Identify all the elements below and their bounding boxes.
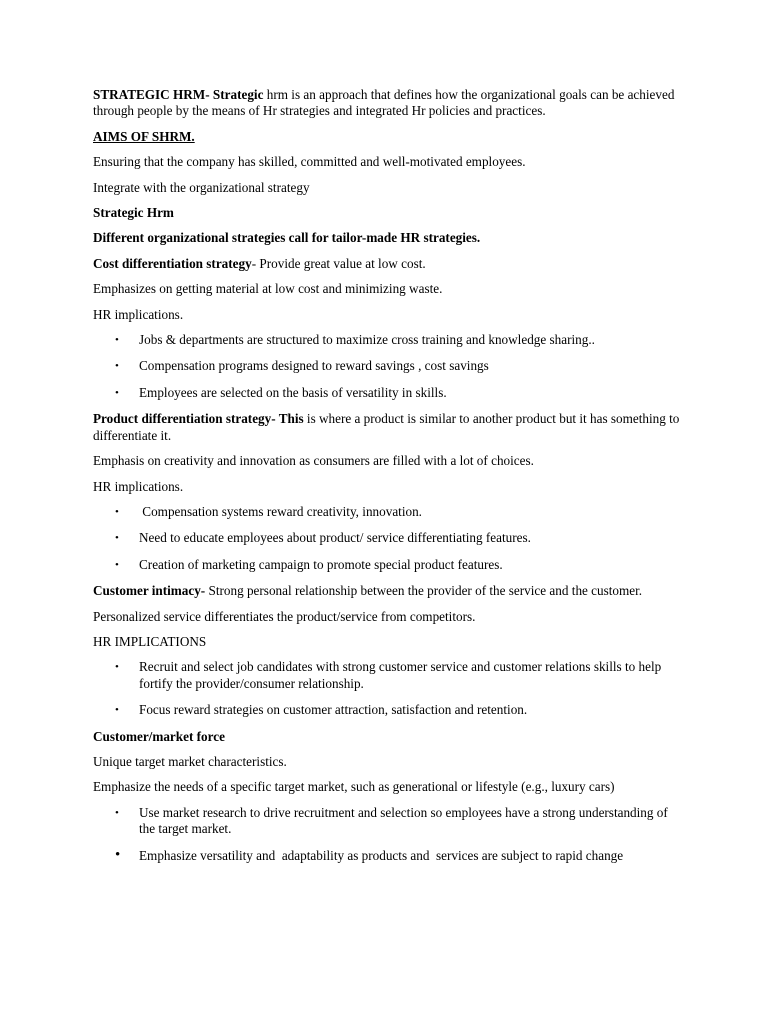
- list-item: [93, 557, 683, 573]
- cost-hr-label: HR implications.: [93, 306, 184, 322]
- customer-intimacy-term: Customer intimacy-: [93, 583, 206, 599]
- market-line-1: Unique target market characteristics.: [93, 753, 287, 769]
- list-item: [93, 530, 683, 546]
- bullet-icon: •: [115, 334, 119, 347]
- list-item: [93, 805, 683, 838]
- list-item-text: Compensation systems reward creativity, innovation.: [139, 503, 422, 519]
- product-bullet-list: [93, 504, 683, 573]
- list-item-text: Focus reward strategies on customer attraction, satisfaction and retention.: [139, 702, 528, 718]
- cost-emphasis: Emphasizes on getting material at low cost and minimizing waste.: [93, 281, 443, 297]
- aims-heading: AIMS OF SHRM.: [93, 128, 195, 144]
- market-line-2: Emphasize the needs of a specific target market, such as generational or lifestyle (e.g., luxury cars): [93, 779, 615, 795]
- intro-term: STRATEGIC HRM- Strategic: [93, 87, 264, 102]
- bullet-icon: •: [115, 558, 119, 571]
- list-item: [93, 848, 683, 864]
- cost-strategy-paragraph: [93, 256, 683, 272]
- customer-intimacy-paragraph: [93, 583, 683, 599]
- customer-hr-label: HR IMPLICATIONS: [93, 633, 207, 649]
- cost-strategy-term: Cost differentiation strategy: [93, 255, 252, 271]
- strategic-hrm-heading: Strategic Hrm: [93, 205, 174, 221]
- list-item-text: Creation of marketing campaign to promote special product features.: [139, 556, 503, 572]
- intro-definition: hrm is an approach that defines how the organizational goals can be achieved through people by the means of Hr strategies and integrated Hr policies and practices.: [93, 87, 675, 119]
- bullet-icon: •: [115, 704, 119, 717]
- product-hr-label: HR implications.: [93, 478, 184, 494]
- list-item: [93, 659, 683, 692]
- cost-bullet-list: [93, 332, 683, 401]
- list-item-text: Use market research to drive recruitment and selection so employees have a strong understanding of the target market.: [139, 804, 668, 837]
- list-item: [93, 332, 683, 348]
- bullet-icon: •: [115, 846, 121, 863]
- list-item-text: Compensation programs designed to reward savings , cost savings: [139, 358, 489, 374]
- bullet-icon: •: [115, 360, 119, 373]
- bullet-icon: •: [115, 806, 119, 819]
- list-item-text: Emphasize versatility and adaptability as products and services are subject to rapid change: [139, 847, 624, 863]
- document-page: [93, 87, 683, 874]
- list-item: [93, 504, 683, 520]
- bullet-icon: •: [115, 532, 119, 545]
- market-bullet-list: [93, 805, 683, 864]
- aims-line-1: Ensuring that the company has skilled, committed and well-motivated employees.: [93, 154, 526, 170]
- list-item-text: Recruit and select job candidates with strong customer service and customer relations skills to help fortify the provider/consumer relationship.: [139, 659, 662, 691]
- product-emphasis: Emphasis on creativity and innovation as consumers are filled with a lot of choices.: [93, 453, 534, 469]
- list-item: [93, 385, 683, 401]
- customer-intimacy-definition: Strong personal relationship between the provider of the service and the customer.: [205, 583, 643, 599]
- market-force-heading: Customer/market force: [93, 728, 225, 744]
- bullet-icon: •: [115, 505, 119, 518]
- list-item-text: Need to educate employees about product/ service differentiating features.: [139, 530, 531, 546]
- customer-emphasis: Personalized service differentiates the product/service from competitors.: [93, 608, 476, 624]
- product-strategy-paragraph: [93, 411, 683, 444]
- list-item-text: Jobs & departments are structured to maximize cross training and knowledge sharing..: [139, 332, 595, 348]
- cost-strategy-definition: - Provide great value at low cost.: [251, 255, 426, 271]
- aims-line-2: Integrate with the organizational strategy: [93, 179, 310, 195]
- product-strategy-definition: is where a product is similar to another product but it has something to differentiate it.: [93, 411, 680, 443]
- bullet-icon: •: [115, 661, 119, 674]
- list-item: [93, 702, 683, 718]
- customer-bullet-list: [93, 659, 683, 718]
- different-strategies-line: Different organizational strategies call for tailor-made HR strategies.: [93, 230, 481, 246]
- list-item: [93, 358, 683, 374]
- intro-paragraph: [93, 87, 683, 120]
- list-item-text: Employees are selected on the basis of versatility in skills.: [139, 384, 447, 400]
- product-strategy-term: Product differentiation strategy- This: [93, 411, 304, 427]
- bullet-icon: •: [115, 386, 119, 399]
